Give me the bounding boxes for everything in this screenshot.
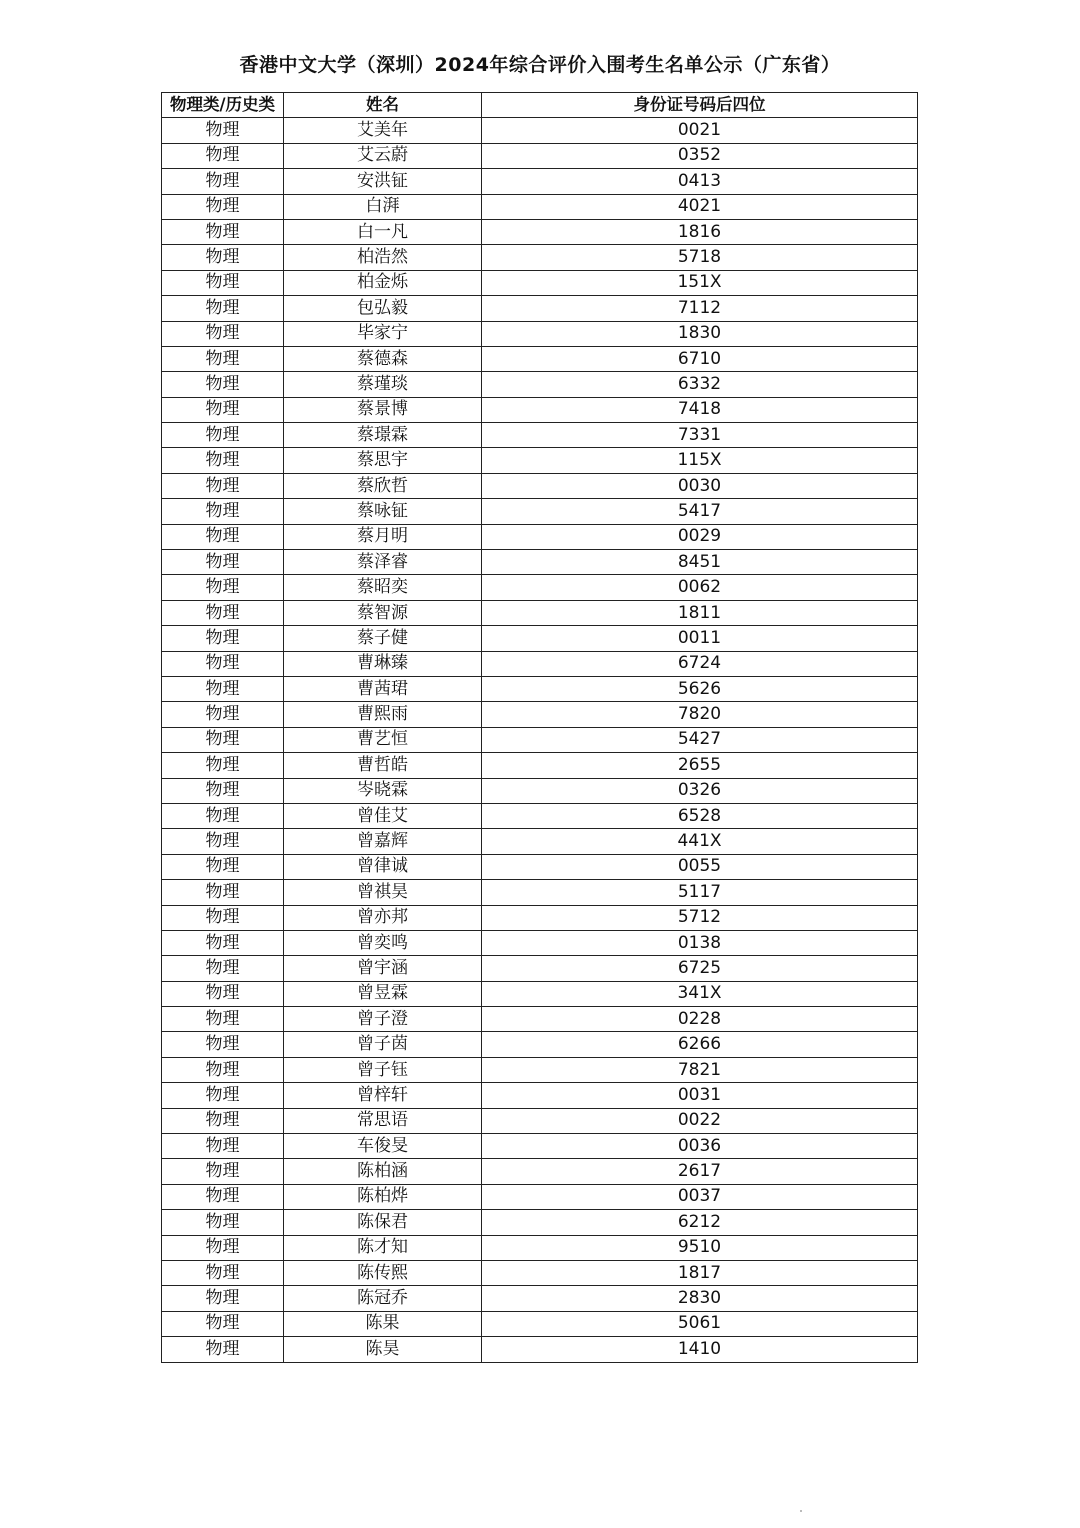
cell-id-last4: 0030 xyxy=(482,473,918,498)
cell-category: 物理 xyxy=(162,448,284,473)
table-row xyxy=(162,346,918,371)
cell-category: 物理 xyxy=(162,1159,284,1184)
cell-name: 陈柏涵 xyxy=(284,1159,482,1184)
cell-name: 蔡欣哲 xyxy=(284,473,482,498)
table-row xyxy=(162,727,918,752)
cell-name: 曹艺恒 xyxy=(284,727,482,752)
cell-id-last4: 1830 xyxy=(482,321,918,346)
table-row xyxy=(162,1184,918,1209)
cell-name: 曾昱霖 xyxy=(284,981,482,1006)
cell-name: 陈冠乔 xyxy=(284,1286,482,1311)
cell-category: 物理 xyxy=(162,676,284,701)
header-id-last4: 身份证号码后四位 xyxy=(482,93,918,118)
cell-category: 物理 xyxy=(162,803,284,828)
cell-id-last4: 6710 xyxy=(482,346,918,371)
table-body xyxy=(162,118,918,1362)
cell-id-last4: 6725 xyxy=(482,956,918,981)
cell-id-last4: 151X xyxy=(482,270,918,295)
cell-category: 物理 xyxy=(162,930,284,955)
table-row xyxy=(162,118,918,143)
cell-name: 白湃 xyxy=(284,194,482,219)
cell-id-last4: 8451 xyxy=(482,550,918,575)
cell-category: 物理 xyxy=(162,1260,284,1285)
cell-name: 曾梓轩 xyxy=(284,1083,482,1108)
cell-name: 曾宇涵 xyxy=(284,956,482,981)
cell-category: 物理 xyxy=(162,1057,284,1082)
table-row xyxy=(162,550,918,575)
cell-id-last4: 6212 xyxy=(482,1210,918,1235)
cell-id-last4: 5626 xyxy=(482,676,918,701)
table-row xyxy=(162,702,918,727)
cell-category: 物理 xyxy=(162,1286,284,1311)
cell-name: 陈保君 xyxy=(284,1210,482,1235)
table-row xyxy=(162,245,918,270)
cell-name: 曾奕鸣 xyxy=(284,930,482,955)
cell-name: 陈才知 xyxy=(284,1235,482,1260)
cell-id-last4: 0036 xyxy=(482,1134,918,1159)
table-row xyxy=(162,448,918,473)
cell-id-last4: 1410 xyxy=(482,1337,918,1362)
cell-id-last4: 6528 xyxy=(482,803,918,828)
table-row xyxy=(162,956,918,981)
cell-id-last4: 5061 xyxy=(482,1311,918,1336)
cell-category: 物理 xyxy=(162,245,284,270)
cell-category: 物理 xyxy=(162,270,284,295)
table-row xyxy=(162,626,918,651)
cell-id-last4: 7331 xyxy=(482,423,918,448)
table-row xyxy=(162,1337,918,1362)
cell-category: 物理 xyxy=(162,118,284,143)
table-row xyxy=(162,803,918,828)
table-row xyxy=(162,372,918,397)
cell-id-last4: 0138 xyxy=(482,930,918,955)
cell-id-last4: 7112 xyxy=(482,296,918,321)
table-row xyxy=(162,1311,918,1336)
table-row xyxy=(162,524,918,549)
table-row xyxy=(162,397,918,422)
cell-name: 白一凡 xyxy=(284,219,482,244)
cell-category: 物理 xyxy=(162,194,284,219)
table-row xyxy=(162,981,918,1006)
table-row xyxy=(162,778,918,803)
cell-category: 物理 xyxy=(162,550,284,575)
table-row xyxy=(162,1134,918,1159)
cell-category: 物理 xyxy=(162,651,284,676)
table-row xyxy=(162,1108,918,1133)
table-row xyxy=(162,600,918,625)
cell-name: 曹琳臻 xyxy=(284,651,482,676)
cell-id-last4: 1817 xyxy=(482,1260,918,1285)
cell-name: 蔡咏钲 xyxy=(284,499,482,524)
table-row xyxy=(162,880,918,905)
cell-category: 物理 xyxy=(162,499,284,524)
table-row xyxy=(162,270,918,295)
cell-id-last4: 5117 xyxy=(482,880,918,905)
cell-name: 曾嘉辉 xyxy=(284,829,482,854)
cell-category: 物理 xyxy=(162,346,284,371)
cell-name: 陈昊 xyxy=(284,1337,482,1362)
table-row xyxy=(162,1032,918,1057)
scan-speck xyxy=(800,1510,802,1512)
cell-id-last4: 5718 xyxy=(482,245,918,270)
table-row xyxy=(162,753,918,778)
cell-category: 物理 xyxy=(162,524,284,549)
table-row xyxy=(162,499,918,524)
table-row xyxy=(162,651,918,676)
cell-name: 蔡景博 xyxy=(284,397,482,422)
cell-category: 物理 xyxy=(162,727,284,752)
cell-name: 蔡泽睿 xyxy=(284,550,482,575)
cell-category: 物理 xyxy=(162,372,284,397)
cell-id-last4: 6266 xyxy=(482,1032,918,1057)
cell-name: 曾亦邦 xyxy=(284,905,482,930)
cell-category: 物理 xyxy=(162,854,284,879)
table-row xyxy=(162,1057,918,1082)
cell-id-last4: 0055 xyxy=(482,854,918,879)
cell-id-last4: 0022 xyxy=(482,1108,918,1133)
cell-name: 曹哲皓 xyxy=(284,753,482,778)
cell-name: 岑晓霖 xyxy=(284,778,482,803)
cell-name: 蔡昭奕 xyxy=(284,575,482,600)
cell-name: 蔡子健 xyxy=(284,626,482,651)
cell-category: 物理 xyxy=(162,1108,284,1133)
cell-name: 安洪钲 xyxy=(284,169,482,194)
table-row xyxy=(162,676,918,701)
cell-id-last4: 0326 xyxy=(482,778,918,803)
cell-id-last4: 2655 xyxy=(482,753,918,778)
cell-name: 柏浩然 xyxy=(284,245,482,270)
cell-name: 艾云蔚 xyxy=(284,143,482,168)
table-row xyxy=(162,194,918,219)
cell-id-last4: 441X xyxy=(482,829,918,854)
cell-category: 物理 xyxy=(162,1083,284,1108)
cell-id-last4: 5712 xyxy=(482,905,918,930)
table-header-row xyxy=(162,93,918,118)
cell-id-last4: 0021 xyxy=(482,118,918,143)
table-row xyxy=(162,473,918,498)
cell-name: 蔡思宇 xyxy=(284,448,482,473)
cell-name: 车俊旻 xyxy=(284,1134,482,1159)
cell-name: 毕家宁 xyxy=(284,321,482,346)
cell-category: 物理 xyxy=(162,600,284,625)
cell-name: 陈柏烨 xyxy=(284,1184,482,1209)
cell-id-last4: 9510 xyxy=(482,1235,918,1260)
table-row xyxy=(162,1286,918,1311)
cell-id-last4: 0228 xyxy=(482,1007,918,1032)
cell-name: 曾佳艾 xyxy=(284,803,482,828)
cell-id-last4: 0011 xyxy=(482,626,918,651)
table-row xyxy=(162,169,918,194)
cell-id-last4: 0031 xyxy=(482,1083,918,1108)
cell-category: 物理 xyxy=(162,1337,284,1362)
cell-category: 物理 xyxy=(162,880,284,905)
cell-name: 曾祺昊 xyxy=(284,880,482,905)
cell-category: 物理 xyxy=(162,321,284,346)
table-row xyxy=(162,905,918,930)
cell-id-last4: 2617 xyxy=(482,1159,918,1184)
cell-category: 物理 xyxy=(162,423,284,448)
cell-category: 物理 xyxy=(162,296,284,321)
cell-id-last4: 6332 xyxy=(482,372,918,397)
cell-name: 蔡月明 xyxy=(284,524,482,549)
cell-category: 物理 xyxy=(162,1032,284,1057)
table-row xyxy=(162,423,918,448)
cell-id-last4: 341X xyxy=(482,981,918,1006)
cell-category: 物理 xyxy=(162,626,284,651)
cell-id-last4: 7821 xyxy=(482,1057,918,1082)
cell-name: 柏金烁 xyxy=(284,270,482,295)
cell-id-last4: 5417 xyxy=(482,499,918,524)
cell-category: 物理 xyxy=(162,1184,284,1209)
cell-category: 物理 xyxy=(162,905,284,930)
cell-category: 物理 xyxy=(162,981,284,1006)
cell-name: 包弘毅 xyxy=(284,296,482,321)
cell-id-last4: 1816 xyxy=(482,219,918,244)
cell-name: 陈传熙 xyxy=(284,1260,482,1285)
cell-id-last4: 7820 xyxy=(482,702,918,727)
cell-category: 物理 xyxy=(162,219,284,244)
table-row xyxy=(162,854,918,879)
table-row xyxy=(162,321,918,346)
cell-id-last4: 7418 xyxy=(482,397,918,422)
cell-name: 曾子茵 xyxy=(284,1032,482,1057)
header-name: 姓名 xyxy=(284,93,482,118)
cell-name: 曾子澄 xyxy=(284,1007,482,1032)
cell-id-last4: 0037 xyxy=(482,1184,918,1209)
cell-name: 常思语 xyxy=(284,1108,482,1133)
cell-category: 物理 xyxy=(162,1210,284,1235)
cell-category: 物理 xyxy=(162,397,284,422)
cell-name: 曹茜珺 xyxy=(284,676,482,701)
cell-name: 曾子钰 xyxy=(284,1057,482,1082)
header-category: 物理类/历史类 xyxy=(162,93,284,118)
table-row xyxy=(162,829,918,854)
cell-category: 物理 xyxy=(162,702,284,727)
table-row xyxy=(162,930,918,955)
cell-category: 物理 xyxy=(162,778,284,803)
cell-id-last4: 0029 xyxy=(482,524,918,549)
table-row xyxy=(162,1083,918,1108)
cell-id-last4: 2830 xyxy=(482,1286,918,1311)
cell-name: 蔡璟霖 xyxy=(284,423,482,448)
cell-name: 蔡智源 xyxy=(284,600,482,625)
cell-name: 曾律诚 xyxy=(284,854,482,879)
page-title: 香港中文大学（深圳）2024年综合评价入围考生名单公示（广东省） xyxy=(239,54,841,76)
table-row xyxy=(162,1159,918,1184)
cell-id-last4: 5427 xyxy=(482,727,918,752)
cell-id-last4: 0413 xyxy=(482,169,918,194)
table-row xyxy=(162,219,918,244)
cell-category: 物理 xyxy=(162,956,284,981)
table-row xyxy=(162,296,918,321)
cell-category: 物理 xyxy=(162,169,284,194)
cell-name: 艾美年 xyxy=(284,118,482,143)
cell-id-last4: 4021 xyxy=(482,194,918,219)
cell-category: 物理 xyxy=(162,829,284,854)
cell-name: 曹熙雨 xyxy=(284,702,482,727)
cell-category: 物理 xyxy=(162,1235,284,1260)
table-row xyxy=(162,1235,918,1260)
cell-id-last4: 1811 xyxy=(482,600,918,625)
table-row xyxy=(162,1260,918,1285)
cell-category: 物理 xyxy=(162,473,284,498)
cell-category: 物理 xyxy=(162,1311,284,1336)
cell-name: 陈果 xyxy=(284,1311,482,1336)
table-row xyxy=(162,143,918,168)
table-row xyxy=(162,575,918,600)
cell-category: 物理 xyxy=(162,753,284,778)
cell-id-last4: 0352 xyxy=(482,143,918,168)
cell-category: 物理 xyxy=(162,143,284,168)
cell-id-last4: 6724 xyxy=(482,651,918,676)
table-row xyxy=(162,1007,918,1032)
cell-name: 蔡德森 xyxy=(284,346,482,371)
cell-name: 蔡瑾琰 xyxy=(284,372,482,397)
cell-category: 物理 xyxy=(162,1134,284,1159)
cell-category: 物理 xyxy=(162,1007,284,1032)
cell-id-last4: 0062 xyxy=(482,575,918,600)
candidate-table xyxy=(161,92,918,1363)
cell-id-last4: 115X xyxy=(482,448,918,473)
table-row xyxy=(162,1210,918,1235)
cell-category: 物理 xyxy=(162,575,284,600)
